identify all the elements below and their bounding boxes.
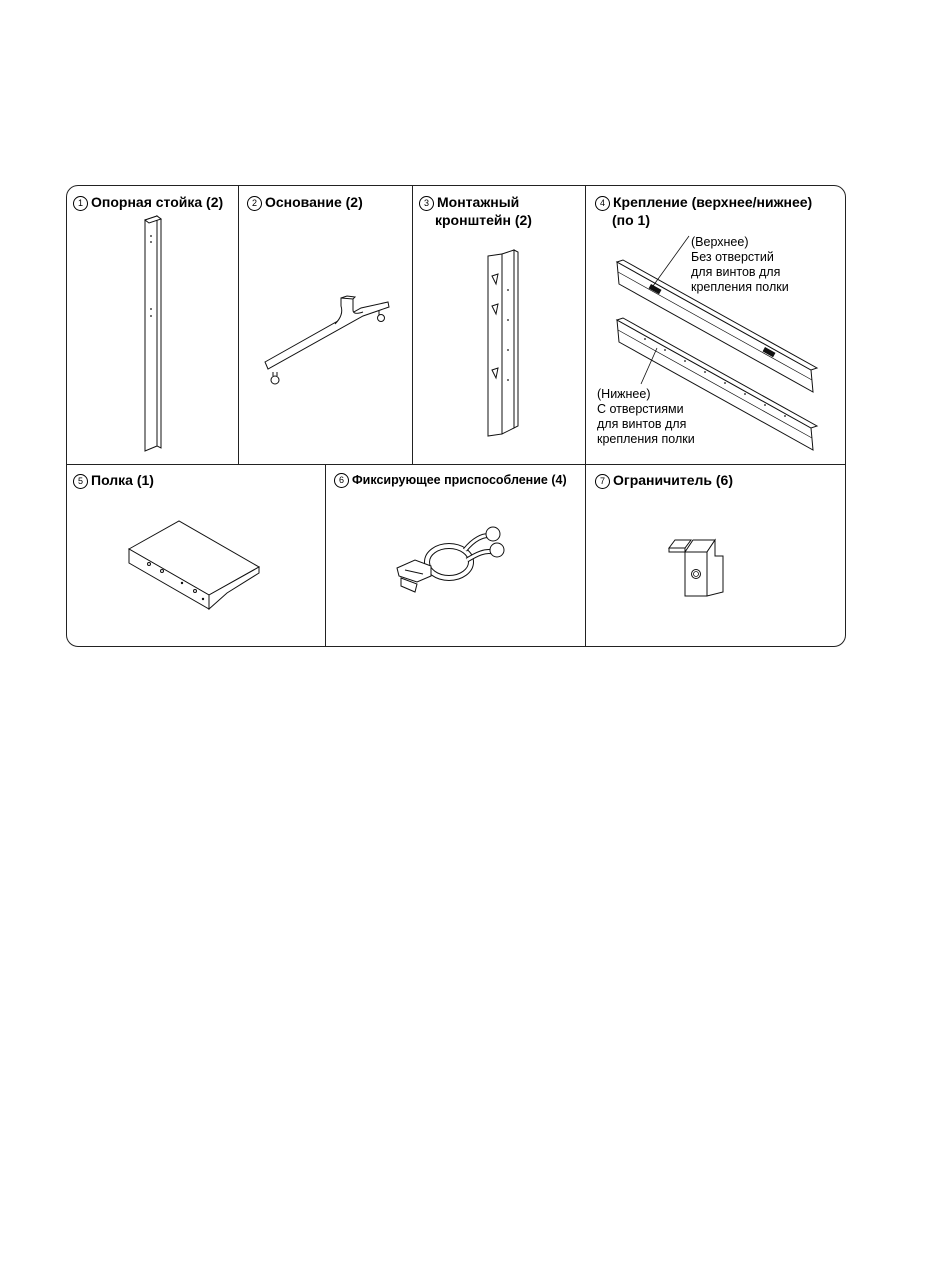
part-label-6: 6 Фиксирующее приспособление (4) — [334, 471, 567, 489]
base-illustration — [263, 296, 393, 396]
part-number-1: 1 — [73, 196, 88, 211]
mounting-bracket-illustration — [484, 250, 524, 440]
part-number-2: 2 — [247, 196, 262, 211]
upper-rail-note: (Верхнее) Без отверстий для винтов для крепления полки — [691, 235, 789, 294]
lower-rail-note: (Нижнее) С отверстиями для винтов для крепления полки — [597, 387, 695, 446]
part-label-5: 5 Полка (1) — [73, 471, 154, 489]
fixing-clamp-illustration — [387, 524, 517, 604]
part-cell-3 — [412, 186, 585, 464]
part-label-2: 2 Основание (2) — [247, 193, 363, 211]
part-number-4: 4 — [595, 196, 610, 211]
parts-list-table — [66, 185, 846, 647]
part-label-7: 7 Ограничитель (6) — [595, 471, 733, 489]
part-number-6: 6 — [334, 473, 349, 488]
part-cell-5 — [67, 464, 325, 647]
part-number-7: 7 — [595, 474, 610, 489]
part-cell-1 — [67, 186, 238, 464]
stopper-illustration — [667, 534, 742, 604]
part-cell-4 — [585, 186, 846, 464]
part-cell-7 — [585, 464, 846, 647]
part-label-1: 1 Опорная стойка (2) — [73, 193, 223, 211]
support-post-illustration — [139, 216, 169, 456]
part-label-3: 3 Монтажный кронштейн (2) — [419, 193, 532, 229]
part-cell-6 — [325, 464, 585, 647]
shelf-illustration — [127, 519, 267, 609]
part-cell-2 — [238, 186, 412, 464]
part-number-3: 3 — [419, 196, 434, 211]
part-label-4: 4 Крепление (верхнее/нижнее) (по 1) — [595, 193, 812, 229]
part-number-5: 5 — [73, 474, 88, 489]
